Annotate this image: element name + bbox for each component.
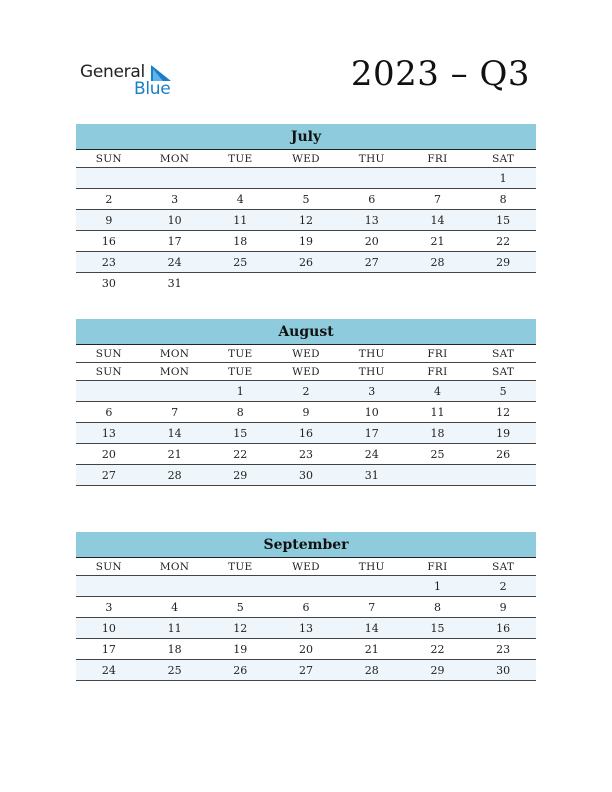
- week-row: [76, 189, 536, 210]
- weekday-label: TUE: [228, 347, 253, 360]
- day-cell: 18: [167, 642, 182, 656]
- week-row: [76, 381, 536, 402]
- weekday-label: SUN: [95, 365, 122, 378]
- day-cell: 26: [233, 663, 248, 677]
- day-cell: 19: [299, 234, 314, 248]
- weekday-label: WED: [292, 365, 320, 378]
- day-cell: 29: [496, 255, 511, 269]
- week-row: [76, 402, 536, 423]
- day-cell: 7: [171, 405, 179, 419]
- day-cell: 15: [496, 213, 511, 227]
- day-cell: 30: [101, 277, 116, 290]
- day-cell: 24: [167, 255, 182, 269]
- day-cell: 12: [496, 405, 511, 419]
- day-cell: 5: [236, 600, 244, 614]
- day-cell: 13: [364, 213, 379, 227]
- day-cell: 14: [364, 621, 379, 635]
- day-cell: 26: [496, 447, 511, 461]
- month-calendar-september: [76, 532, 536, 681]
- day-cell: 8: [433, 600, 441, 614]
- day-cell: 27: [101, 468, 116, 482]
- day-cell: 1: [236, 384, 244, 398]
- weekday-label: SAT: [492, 152, 515, 165]
- page-title: 2023 – Q3: [350, 54, 530, 94]
- weekday-label: SUN: [95, 560, 122, 573]
- day-cell: 27: [364, 255, 379, 269]
- day-cell: 17: [167, 234, 182, 248]
- weekday-label: MON: [159, 560, 190, 573]
- logo-text-general: General: [80, 62, 145, 82]
- weekday-header-row: [76, 150, 536, 168]
- day-cell: 12: [233, 621, 248, 635]
- day-cell: 4: [433, 384, 441, 398]
- day-cell: 3: [105, 600, 113, 614]
- day-cell: 22: [430, 642, 445, 656]
- weekday-label: THU: [358, 152, 385, 165]
- day-cell: 18: [233, 234, 248, 248]
- day-cell: 19: [496, 426, 511, 440]
- week-row: [76, 210, 536, 231]
- day-cell: 24: [101, 663, 116, 677]
- day-cell: 6: [302, 600, 310, 614]
- day-cell: 23: [101, 255, 116, 269]
- day-cell: 14: [430, 213, 445, 227]
- day-cell: 19: [233, 642, 248, 656]
- day-cell: 8: [499, 192, 507, 206]
- day-cell: 31: [364, 468, 379, 482]
- weekday-label: TUE: [228, 152, 253, 165]
- weekday-label: WED: [292, 560, 320, 573]
- weekday-label: SUN: [95, 347, 122, 360]
- day-cell: 16: [299, 426, 314, 440]
- week-row: [76, 273, 536, 294]
- weekday-label: SAT: [492, 560, 515, 573]
- weekday-label: MON: [159, 365, 190, 378]
- week-row: [76, 576, 536, 597]
- week-row: [76, 444, 536, 465]
- day-cell: 23: [496, 642, 511, 656]
- day-cell: 12: [299, 213, 314, 227]
- day-cell: 16: [101, 234, 116, 248]
- day-cell: 10: [364, 405, 379, 419]
- day-cell: 16: [496, 621, 511, 635]
- day-cell: 20: [299, 642, 314, 656]
- day-cell: 2: [499, 579, 507, 593]
- weekday-label: TUE: [228, 365, 253, 378]
- weekday-label: THU: [358, 560, 385, 573]
- day-cell: 8: [236, 405, 244, 419]
- day-cell: 28: [364, 663, 379, 677]
- month-calendar-july: [76, 124, 536, 294]
- day-cell: 25: [233, 255, 248, 269]
- logo-text-blue: Blue: [134, 79, 171, 99]
- day-cell: 9: [105, 213, 113, 227]
- day-cell: 20: [101, 447, 116, 461]
- day-cell: 3: [368, 384, 376, 398]
- day-cell: 5: [302, 192, 310, 206]
- day-cell: 11: [430, 405, 445, 419]
- day-cell: 4: [171, 600, 179, 614]
- day-cell: 30: [299, 468, 314, 482]
- week-row: [76, 168, 536, 189]
- week-row: [76, 597, 536, 618]
- weekday-label: SAT: [492, 347, 515, 360]
- day-cell: 21: [167, 447, 182, 461]
- day-cell: 6: [105, 405, 113, 419]
- day-cell: 2: [105, 192, 113, 206]
- weekday-label: TUE: [228, 560, 253, 573]
- day-cell: 14: [167, 426, 182, 440]
- day-cell: 28: [430, 255, 445, 269]
- week-row: [76, 423, 536, 444]
- week-row: [76, 639, 536, 660]
- weekday-label: FRI: [427, 152, 448, 165]
- weekday-label: THU: [358, 365, 385, 378]
- day-cell: 7: [433, 192, 441, 206]
- day-cell: 11: [233, 213, 248, 227]
- month-title: July: [76, 124, 536, 150]
- day-cell: 30: [496, 663, 511, 677]
- day-cell: 22: [496, 234, 511, 248]
- weekday-label: FRI: [427, 347, 448, 360]
- day-cell: 3: [171, 192, 179, 206]
- day-cell: 28: [167, 468, 182, 482]
- week-row: [76, 252, 536, 273]
- month-calendar-august: [76, 319, 536, 486]
- day-cell: 18: [430, 426, 445, 440]
- day-cell: 26: [299, 255, 314, 269]
- weekday-label: SAT: [492, 365, 515, 378]
- day-cell: 24: [364, 447, 379, 461]
- day-cell: 15: [430, 621, 445, 635]
- weekday-header-row: [76, 558, 536, 576]
- weekday-header-row: [76, 363, 536, 381]
- day-cell: 13: [101, 426, 116, 440]
- day-cell: 21: [430, 234, 445, 248]
- day-cell: 22: [233, 447, 248, 461]
- day-cell: 15: [233, 426, 248, 440]
- day-cell: 29: [430, 663, 445, 677]
- weekday-label: MON: [159, 347, 190, 360]
- day-cell: 13: [299, 621, 314, 635]
- day-cell: 6: [368, 192, 376, 206]
- month-title: September: [76, 532, 536, 558]
- week-row: [76, 618, 536, 639]
- day-cell: 1: [499, 171, 507, 185]
- day-cell: 4: [236, 192, 244, 206]
- day-cell: 21: [364, 642, 379, 656]
- day-cell: 23: [299, 447, 314, 461]
- day-cell: 11: [167, 621, 182, 635]
- day-cell: 7: [368, 600, 376, 614]
- weekday-header-row: [76, 345, 536, 363]
- day-cell: 20: [364, 234, 379, 248]
- day-cell: 17: [364, 426, 379, 440]
- month-title: August: [76, 319, 536, 345]
- weekday-label: FRI: [427, 560, 448, 573]
- day-cell: 27: [299, 663, 314, 677]
- week-row: [76, 465, 536, 486]
- week-row: [76, 231, 536, 252]
- day-cell: 2: [302, 384, 310, 398]
- day-cell: 5: [499, 384, 507, 398]
- weekday-label: THU: [358, 347, 385, 360]
- weekday-label: WED: [292, 152, 320, 165]
- day-cell: 17: [101, 642, 116, 656]
- day-cell: 25: [430, 447, 445, 461]
- weekday-label: MON: [159, 152, 190, 165]
- day-cell: 10: [167, 213, 182, 227]
- weekday-label: FRI: [427, 365, 448, 378]
- week-row: [76, 660, 536, 681]
- logo: [80, 62, 180, 102]
- day-cell: 10: [101, 621, 116, 635]
- weekday-label: WED: [292, 347, 320, 360]
- day-cell: 1: [433, 579, 441, 593]
- day-cell: 29: [233, 468, 248, 482]
- day-cell: 9: [499, 600, 507, 614]
- day-cell: 31: [167, 277, 182, 290]
- day-cell: 25: [167, 663, 182, 677]
- weekday-label: SUN: [95, 152, 122, 165]
- day-cell: 9: [302, 405, 310, 419]
